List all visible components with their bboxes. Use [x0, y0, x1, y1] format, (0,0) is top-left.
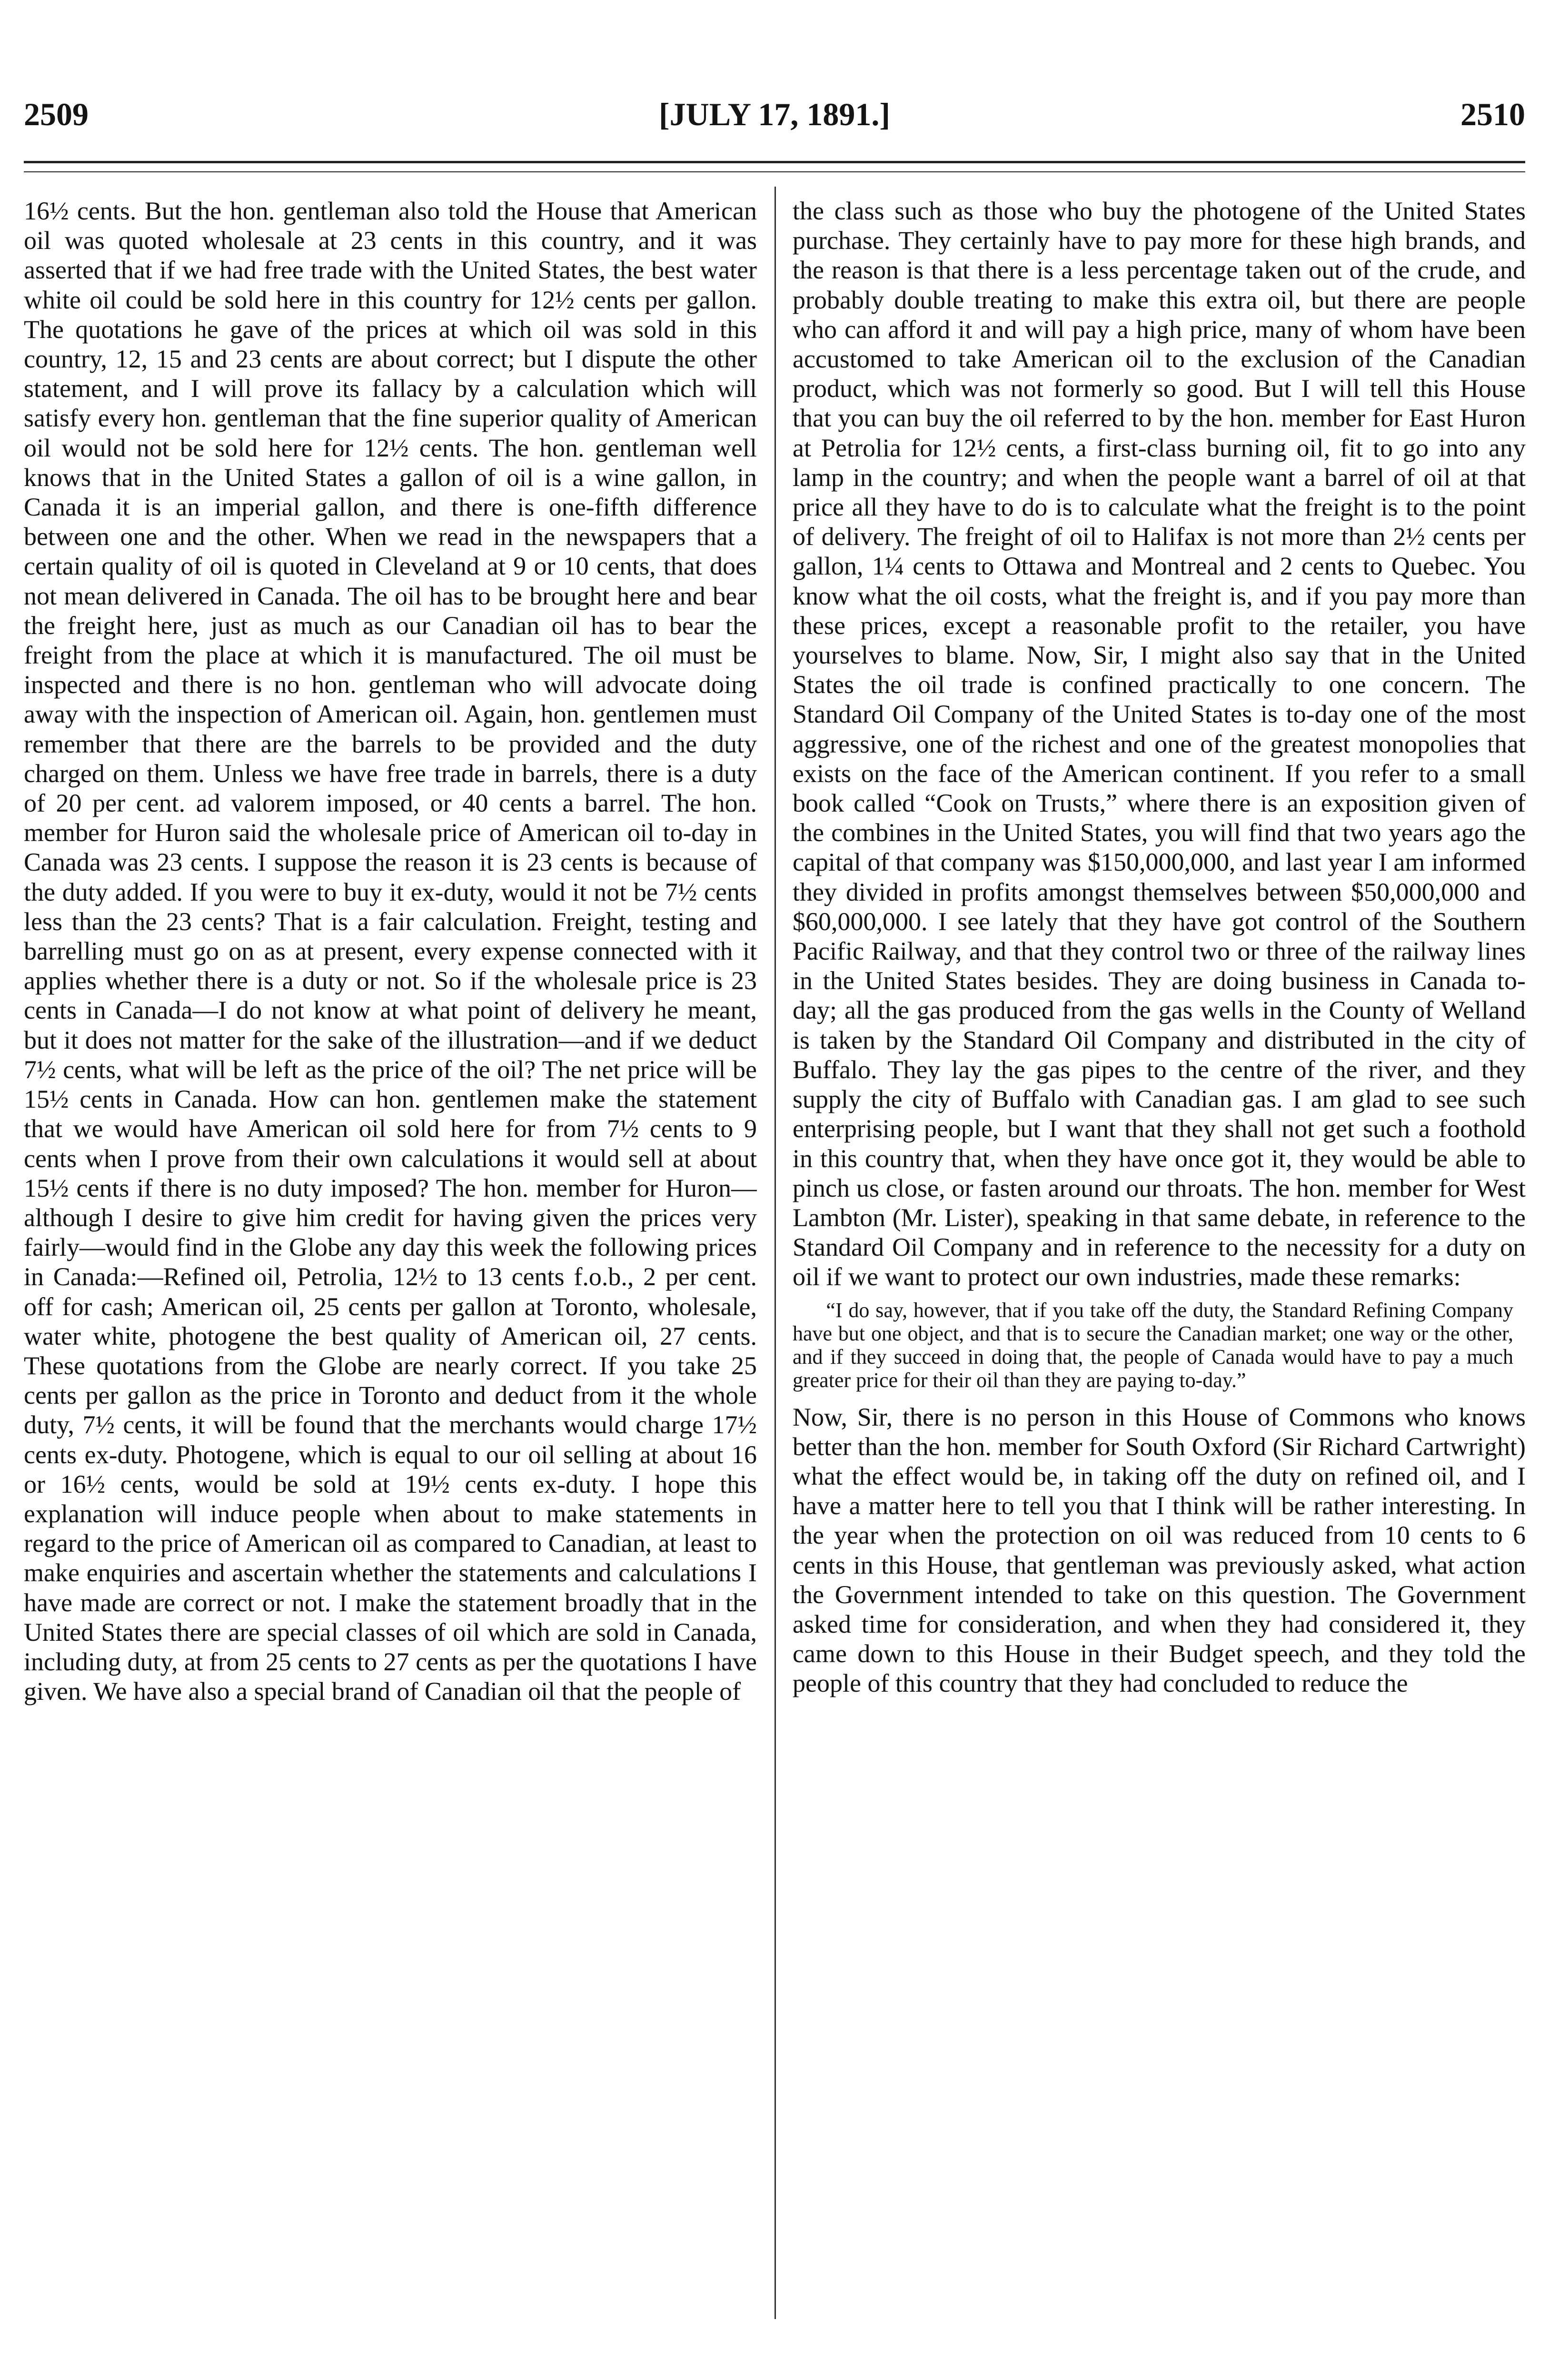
column-divider	[774, 187, 776, 2319]
header-rule-thick	[24, 161, 1525, 163]
block-quote: “I do say, however, that if you take off the duty, the Standard Refining Company have but one object, and that is to secure the Canadian market; one way or the other, and if they succeed in doing that, the people of Canada would have to pay a much greater price for their oil than they are paying to-day.”	[793, 1298, 1513, 1392]
page-number-right: 2510	[1460, 96, 1525, 132]
text-column-left	[24, 196, 757, 2310]
running-date: [JULY 17, 1891.]	[658, 96, 891, 132]
body-paragraph: 16½ cents. But the hon. gentleman also told the House that American oil was quoted wholesale at 23 cents in this country, and it was asserted that if we had free trade with the United States, the best water white oil could be sold here in this country for 12½ cents per gallon. The quotations he gave of the prices at which oil was sold in this country, 12, 15 and 23 cents are about correct; but I dispute the other statement, and I will prove its fallacy by a calculation which will satisfy every hon. gentleman that the fine superior quality of American oil would not be sold here for 12½ cents. The hon. gentleman well knows that in the United States a gallon of oil is a wine gallon, in Canada it is an imperial gallon, and there is one-fifth difference between one and the other. When we read in the newspapers that a certain quality of oil is quoted in Cleveland at 9 or 10 cents, that does not mean delivered in Canada. The oil has to be brought here and bear the freight here, just as much as our Canadian oil has to bear the freight from the place at which it is manufactured. The oil must be inspected and there is no hon. gentleman who will advocate doing away with the inspection of American oil. Again, hon. gentlemen must remember that there are the barrels to be provided and the duty charged on them. Unless we have free trade in barrels, there is a duty of 20 per cent. ad valorem imposed, or 40 cents a barrel. The hon. member for Huron said the wholesale price of American oil to-day in Canada was 23 cents. I suppose the reason it is 23 cents is because of the duty added. If you were to buy it ex-duty, would it not be 7½ cents less than the 23 cents? That is a fair calculation. Freight, testing and barrelling must go on as at present, every expense connected with it applies whether there is a duty or not. So if the wholesale price is 23 cents in Canada—I do not know at what point of delivery he meant, but it does not matter for the sake of the illustration—and if we deduct 7½ cents, what will be left as the price of the oil? The net price will be 15½ cents in Canada. How can hon. gentlemen make the statement that we would have American oil sold here for from 7½ cents to 9 cents when I prove from their own calculations it would sell at about 15½ cents if there is no duty imposed? The hon. member for Huron—although I desire to give him credit for having given the prices very fairly—would find in the Globe any day this week the following prices in Canada:—Refined oil, Petrolia, 12½ to 13 cents f.o.b., 2 per cent. off for cash; American oil, 25 cents per gallon at Toronto, wholesale, water white, photogene the best quality of American oil, 27 cents. These quotations from the Globe are nearly correct. If you take 25 cents per gallon as the price in Toronto and deduct from it the whole duty, 7½ cents, it will be found that the merchants would charge 17½ cents ex-duty. Photogene, which is equal to our oil selling at about 16 or 16½ cents, would be sold at 19½ cents ex-duty. I hope this explanation will induce people when about to make statements in regard to the price of American oil as compared to Canadian, at least to make enquiries and ascertain whether the statements and calculations I have made are correct or not. I make the statement broadly that in the United States there are special classes of oil which are sold in Canada, including duty, at from 25 cents to 27 cents as per the quotations I have given. We have also a special brand of Canadian oil that the people of	[24, 197, 757, 1706]
body-paragraph: the class such as those who buy the photogene of the United States purchase. They certainly have to pay more for these high brands, and the reason is that there is a less percentage taken out of the crude, and probably double treating to make this extra oil, but there are people who can afford it and will pay a high price, many of whom have been accustomed to take American oil to the exclusion of the Canadian product, which was not formerly so good. But I will tell this House that you can buy the oil referred to by the hon. member for East Huron at Petrolia for 12½ cents, a first-class burning oil, fit to go into any lamp in the country; and when the people want a barrel of oil at that price all they have to do is to calculate what the freight is to the point of delivery. The freight of oil to Halifax is not more than 2½ cents per gallon, 1¼ cents to Ottawa and Montreal and 2 cents to Quebec. You know what the oil costs, what the freight is, and if you pay more than these prices, except a reasonable profit to the retailer, you have yourselves to blame. Now, Sir, I might also say that in the United States the oil trade is confined practically to one concern. The Standard Oil Company of the United States is to-day one of the most aggressive, one of the richest and one of the greatest monopolies that exists on the face of the American continent. If you refer to a small book called “Cook on Trusts,” where there is an exposition given of the combines in the United States, you will find that two years ago the capital of that company was $150,000,000, and last year I am informed they divided in profits amongst themselves between $50,000,000 and $60,000,000. I see lately that they have got control of the Southern Pacific Railway, and that they control two or three of the railway lines in the United States besides. They are doing business in Canada to-day; all the gas produced from the gas wells in the County of Welland is taken by the Standard Oil Company and distributed in the city of Buffalo. They lay the gas pipes to the centre of the river, and they supply the city of Buffalo with Canadian gas. I am glad to see such enterprising people, but I want that they shall not get such a foothold in this country that, when they have once got it, they would be able to pinch us close, or fasten around our throats. The hon. member for West Lambton (Mr. Lister), speaking in that same debate, in reference to the Standard Oil Company and in reference to the necessity for a duty on oil if we want to protect our own industries, made these remarks:	[793, 197, 1526, 1291]
text-column-right	[793, 196, 1526, 2310]
page-number-left: 2509	[24, 96, 89, 132]
running-head	[24, 88, 1525, 140]
body-paragraph: Now, Sir, there is no person in this House of Commons who knows better than the hon. member for South Oxford (Sir Richard Cartwright) what the effect would be, in taking off the duty on refined oil, and I have a matter here to tell you that I think will be rather interesting. In the year when the protection on oil was reduced from 10 cents to 6 cents in this House, that gentleman was previously asked, what action the Government intended to take on this question. The Government asked time for consideration, and when they had considered it, they came down to this House in their Budget speech, and they told the people of this country that they had concluded to reduce the	[793, 1402, 1526, 1698]
header-rule-thin	[24, 171, 1525, 172]
